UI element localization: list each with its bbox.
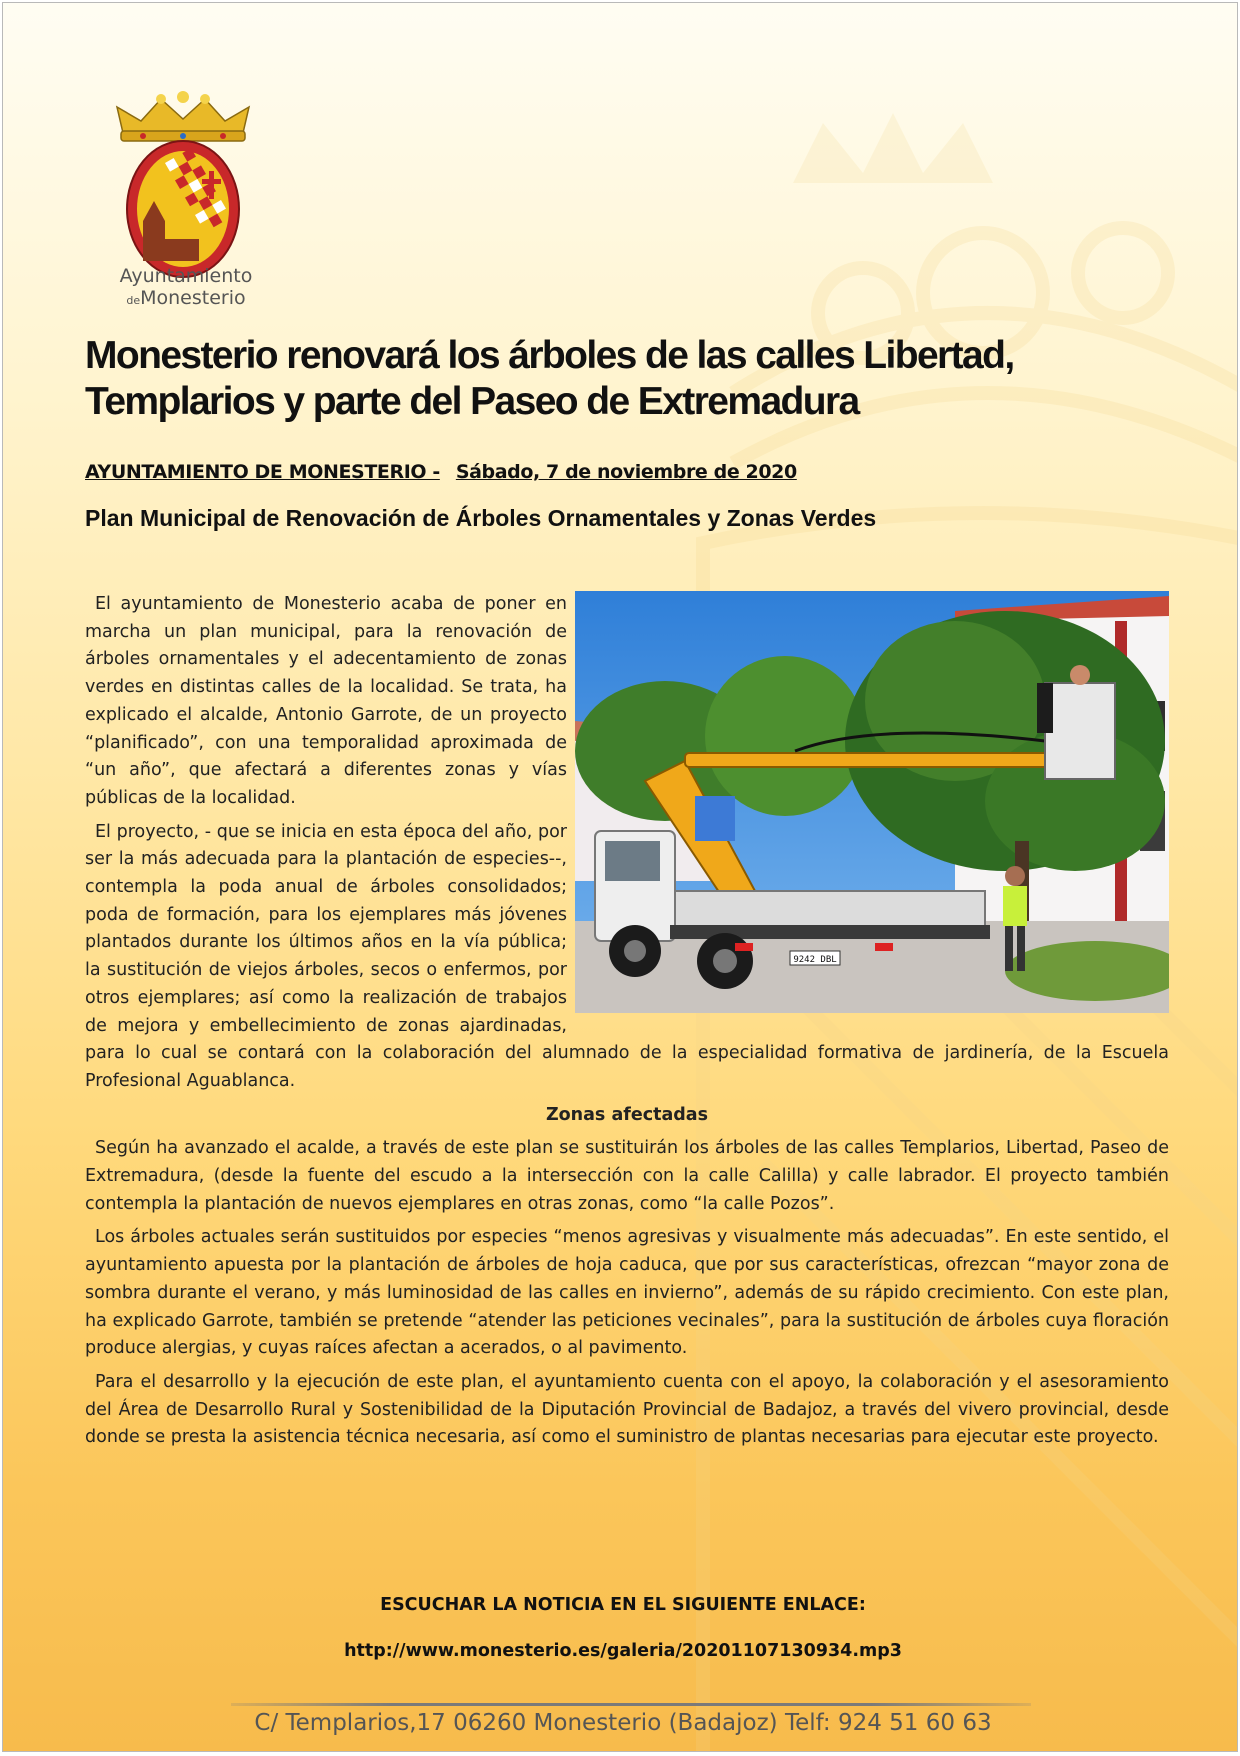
- logo-line-2-prefix: de: [126, 294, 141, 307]
- document-page: [2, 2, 1238, 1752]
- section-heading-zonas: Zonas afectadas: [545, 1104, 709, 1125]
- paragraph-4: Los árboles actuales serán sustituidos por especies “menos agresivas y visualmente más adecuadas”. En este sentido, el ayuntamiento apuesta por la plantación de árboles de hoja caduca, que por sus características, ofrezcan “mayor zona de sombra durante el verano, y más luminosidad de las calles en invierno”, además de su rápido crecimiento. Con este plan, ha explicado Garrote, también se pretende “atender las peticiones vecinales”, para la sustitución de árboles cuya floración produce alergias, y cuyas raíces afectan a acerados, o al pavimento.: [85, 1227, 1169, 1359]
- article-headline: Monesterio renovará los árboles de las calles Libertad, Templarios y parte del Paseo de Extremadura: [85, 334, 1014, 423]
- article-photo: [575, 591, 1169, 1013]
- footer-divider: [231, 1703, 1031, 1706]
- footer-address: C/ Templarios,17 06260 Monesterio (Badajoz) Telf: 924 51 60 63: [254, 1710, 992, 1736]
- byline-date: Sábado, 7 de noviembre de 2020: [455, 461, 797, 483]
- paragraph-2: El proyecto, - que se inicia en esta época del año, por ser la más adecuada para la plantación de especies--, contempla la poda anual de árboles consolidados; poda de formación, para los ejemplares más jóvenes plantados durante los últimos años en la vía pública; la sustitución de viejos árboles, secos o enfermos, por otros ejemplares; así como la realización de trabajos de mejora y embellecimiento de zonas ajardinadas, para lo cual se contará con la colaboración del alumnado de la especialidad formativa de jardinería, de la Escuela Profesional Aguablanca.: [85, 821, 1169, 1091]
- paragraph-5: Para el desarrollo y la ejecución de este plan, el ayuntamiento cuenta con el apoyo, la colaboración y el asesoramiento del Área de Desarrollo Rural y Sostenibilidad de la Diputación Provincial de Badajoz, a través del vivero provincial, desde donde se presta la asistencia técnica necesaria, así como el suministro de plantas necesarias para ejecutar este proyecto.: [85, 1371, 1169, 1448]
- article-byline: [85, 461, 797, 483]
- tree-pruning-photo: [575, 591, 1169, 1013]
- paragraph-3: Según ha avanzado el acalde, a través de este plan se sustituirán los árboles de las calles Templarios, Libertad, Paseo de Extremadura, (desde la fuente del escudo a la intersección con la calle Calilla) y calle labrador. El proyecto también contempla la plantación de nuevos ejemplares en otras zonas, como “la calle Pozos”.: [85, 1138, 1169, 1214]
- byline-source: AYUNTAMIENTO DE MONESTERIO -: [85, 461, 440, 483]
- logo-line-1: Ayuntamiento: [119, 265, 253, 287]
- logo-line-2: Monesterio: [140, 287, 246, 309]
- audio-link[interactable]: http://www.monesterio.es/galeria/20201107130934.mp3: [344, 1641, 902, 1661]
- paragraph-1: El ayuntamiento de Monesterio acaba de poner en marcha un plan municipal, para la renovación de árboles ornamentales y el adecentamiento de zonas verdes en distintas calles de la localidad. Se trata, ha explicado el alcalde, Antonio Garrote, de un proyecto “planificado”, con una temporalidad aproximada de “un año”, que afectará a diferentes zonas y vías públicas de la localidad.: [85, 594, 567, 808]
- article-body: [85, 591, 1169, 1458]
- article-subtitle: Plan Municipal de Renovación de Árboles Ornamentales y Zonas Verdes: [85, 505, 877, 531]
- listen-label: ESCUCHAR LA NOTICIA EN EL SIGUIENTE ENLACE:: [380, 1595, 866, 1615]
- logo-caption: [101, 265, 271, 312]
- crown-icon: [117, 91, 249, 141]
- truck-plate-label: 9242 DBL: [793, 955, 837, 965]
